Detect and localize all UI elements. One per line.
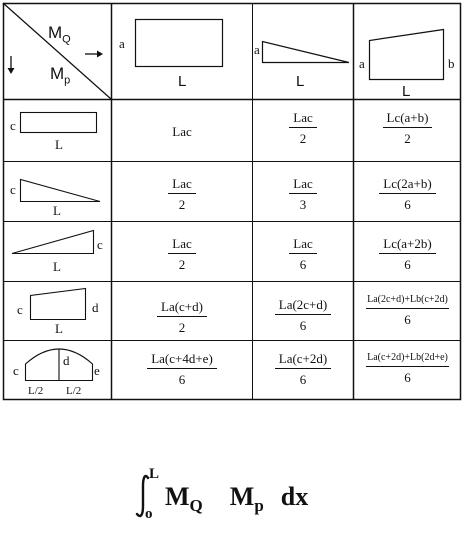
row1-L-label: L <box>55 137 63 152</box>
cell-r4-c3: La(2c+d)+Lb(c+2d) 6 <box>367 294 448 327</box>
integral-expression: $M_Q$ $M_p$ dx <box>165 482 309 516</box>
rectangle-shape-icon <box>130 15 230 75</box>
arrow-right-icon <box>84 49 104 59</box>
row5-half2-label: L/2 <box>66 385 82 397</box>
cell-r3-c3: $\frac{Lc(a+2b)}{6}$ <box>354 237 461 271</box>
cell-r4-c1: $\frac{La(c+d)}{2}$ <box>112 300 252 334</box>
cell-r1-c3: $\frac{Lc(a+b)}{2}$ <box>354 111 461 145</box>
row5-d-label: d <box>63 353 70 368</box>
row5-parabola-icon <box>22 342 97 384</box>
row5-e-label: e <box>94 363 100 378</box>
header-col1-L: L <box>178 73 187 90</box>
integral-lower-limit: o <box>145 506 153 522</box>
cell-r2-c2: Lac 3 <box>253 177 353 211</box>
header-col3-a: a <box>359 56 365 71</box>
row5-half1-label: L/2 <box>28 385 44 397</box>
row2-triangle-icon <box>18 176 103 204</box>
row2-L-label: L <box>53 203 61 218</box>
integral-upper-limit: L <box>149 466 160 482</box>
row3-c-label: c <box>97 237 103 252</box>
cell-r5-c1: $\frac{La(c+4d+e)}{6}$ <box>112 352 252 386</box>
trapezoid-shape-icon <box>364 25 449 85</box>
cell-r4-c2: $\frac{La(2c+d)}{6}$ <box>253 298 353 332</box>
cell-r3-c1: Lac 2 <box>112 237 252 271</box>
row4-L-label: L <box>55 321 63 336</box>
cell-r2-c1: Lac 2 <box>112 177 252 211</box>
cell-r3-c2: Lac 6 <box>253 237 353 271</box>
row4-d-label: d <box>92 300 99 315</box>
header-col2-L: L <box>296 73 305 90</box>
row3-triangle-icon <box>9 227 97 257</box>
row5-c-label: c <box>13 363 19 378</box>
integral-formula <box>135 466 335 526</box>
row4-c-label: c <box>17 302 23 317</box>
arrow-down-icon <box>6 55 16 75</box>
cell-r5-c3: La(c+2d)+Lb(2d+e) 6 <box>367 352 448 385</box>
cell-r5-c2: $\frac{La(c+2d)}{6}$ <box>253 352 353 386</box>
row1-c-label: c <box>10 118 16 133</box>
cell-r1-c2: Lac 2 <box>253 111 353 145</box>
row2-c-label: c <box>10 182 16 197</box>
mq-header-label: $M_Q$ <box>48 23 71 46</box>
cell-r1-c1: Lac <box>172 124 192 139</box>
row4-trapezoid-icon <box>27 285 89 323</box>
header-col1-a: a <box>119 36 125 51</box>
cell-r2-c3: $\frac{Lc(2a+b)}{6}$ <box>354 177 461 211</box>
header-col3-b: b <box>448 56 455 71</box>
mp-header-label: $M_p$ <box>50 64 71 87</box>
row1-rectangle-icon <box>18 110 100 136</box>
row3-L-label: L <box>53 259 61 274</box>
header-col3-L: L <box>402 83 411 100</box>
header-col2-a: a <box>254 42 260 57</box>
triangle-shape-icon <box>259 38 354 68</box>
